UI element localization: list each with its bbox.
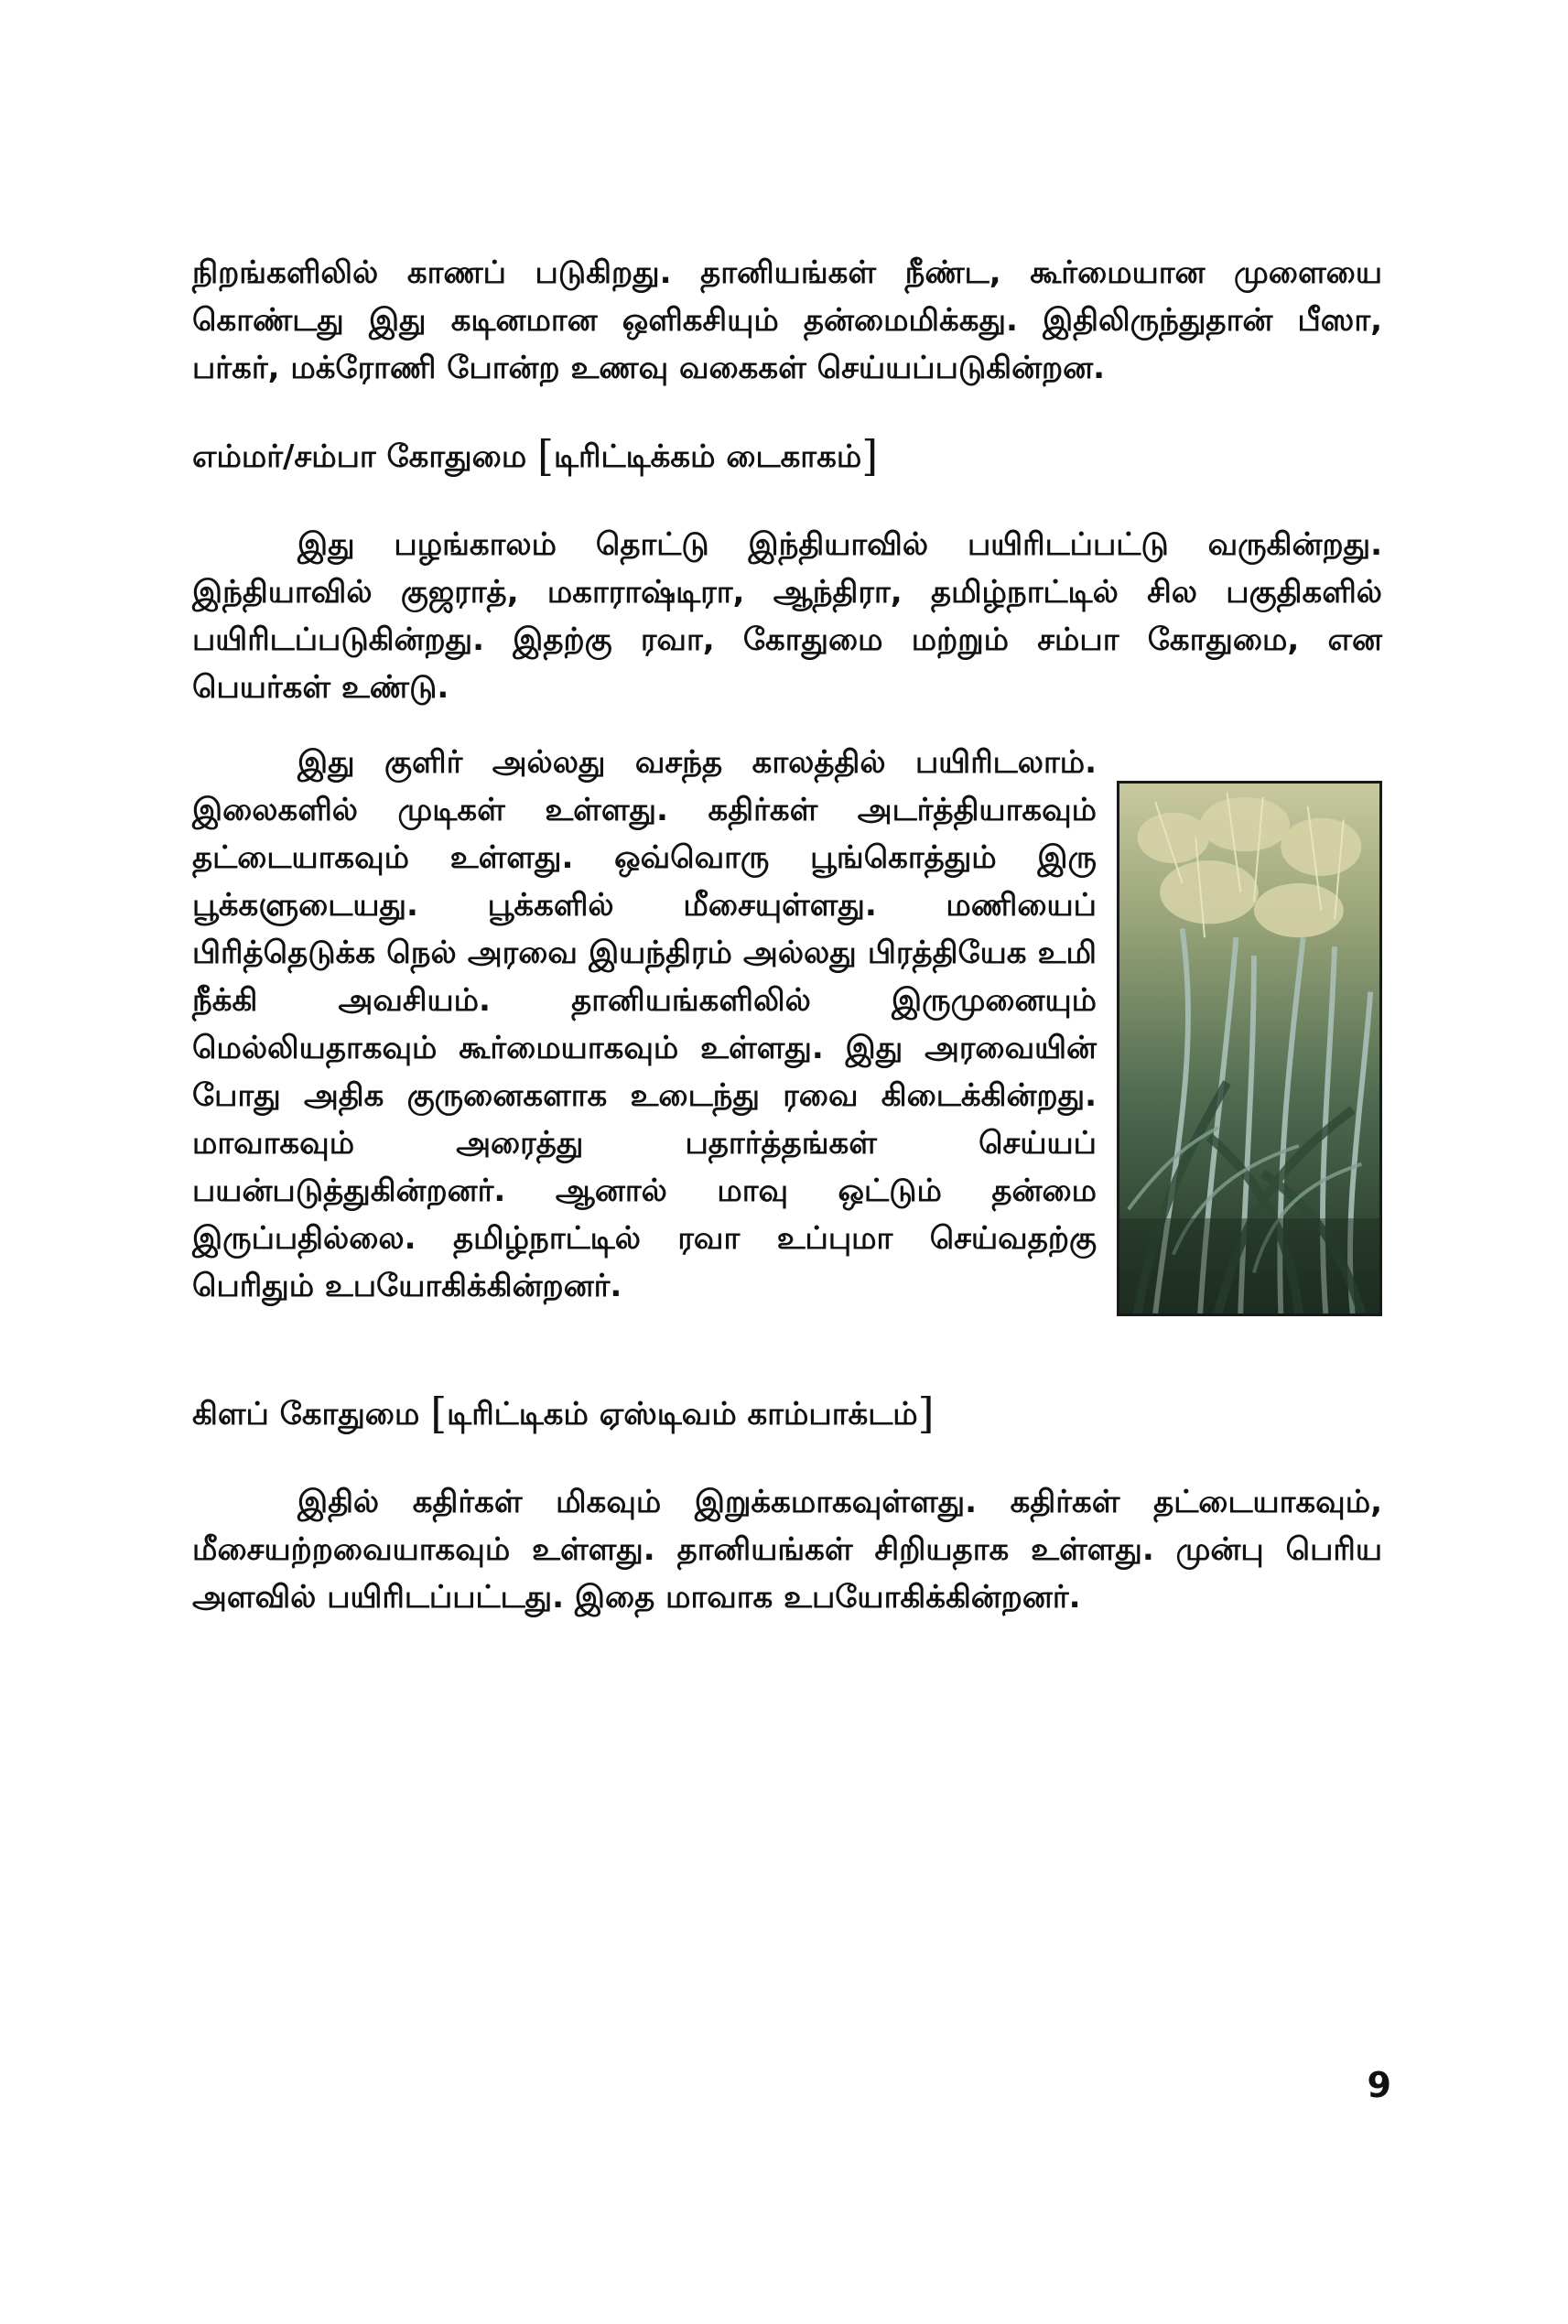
heading-emmer-latin: டிரிட்டிக்கம் டைகாகம் [553, 438, 862, 475]
heading-club-latin: டிரிட்டிகம் ஏஸ்டிவம் காம்பாக்டம் [447, 1396, 918, 1432]
bracket-open: [ [537, 431, 554, 481]
heading-emmer-name: எம்மர்/சம்பா கோதுமை [192, 438, 527, 475]
paragraph-emmer-1: இது பழங்காலம் தொட்டு இந்தியாவில் பயிரிடப்பட்டு வருகின்றது. இந்தியாவில் குஜராத், மகாராஷ்டிரா, ஆந்திரா, தமிழ்நாட்டில் சில பகுதிகளில் பயிரிடப்படுகின்றது. இதற்கு ரவா, கோதுமை மற்றும் சம்பா கோதுமை, என பெயர்கள் உண்டு. [192, 526, 1382, 706]
bracket-close: ] [861, 431, 879, 481]
paragraph-club-1: இதில் கதிர்கள் மிகவும் இறுக்கமாகவுள்ளது. கதிர்கள் தட்டையாகவும், மீசையற்றவையாகவும் உள்ளது. தானியங்கள் சிறியதாக உள்ளது. முன்பு பெரிய அளவில் பயிரிடப்பட்டது. இதை மாவாக உபயோகிக்கின்றனர். [192, 1484, 1382, 1616]
bracket-open: [ [430, 1389, 448, 1438]
page-number: 9 [1367, 2065, 1391, 2105]
page-content [192, 249, 1382, 1621]
heading-emmer-wheat [192, 432, 1382, 481]
wheat-plant-photo [1117, 781, 1382, 1316]
paragraph-emmer-2: இது குளிர் அல்லது வசந்த காலத்தில் பயிரிடலாம். இலைகளில் முடிகள் உள்ளது. கதிர்கள் அடர்த்தியாகவும் தட்டையாகவும் உள்ளது. ஒவ்வொரு பூங்கொத்தும் இரு பூக்களுடையது. பூக்களில் மீசையுள்ளது. மணியைப் பிரித்தெடுக்க நெல் அரவை இயந்திரம் அல்லது பிரத்தியேக உமி நீக்கி அவசியம். தானியங்களிலில் இருமுனையும் மெல்லியதாகவும் கூர்மையாகவும் உள்ளது. இது அரவையின் போது அதிக குருனைகளாக உடைந்து ரவை கிடைக்கின்றது. மாவாகவும் அரைத்து பதார்த்தங்கள் செய்யப் பயன்படுத்துகின்றனர். ஆனால் மாவு ஒட்டும் தன்மை இருப்பதில்லை. தமிழ்நாட்டில் ரவா உப்புமா செய்வதற்கு பெரிதும் உபயோகிக்கின்றனர். [192, 744, 1097, 1304]
bracket-close: ] [917, 1389, 935, 1438]
heading-club-wheat [192, 1389, 1382, 1438]
paragraph-intro: நிறங்களிலில் காணப் படுகிறது. தானியங்கள் நீண்ட, கூர்மையான முளையை கொண்டது இது கடினமான ஒளிகசியும் தன்மைமிக்கது. இதிலிருந்துதான் பீஸா, பர்கர், மக்ரோணி போன்ற உணவு வகைகள் செய்யப்படுகின்றன. [192, 254, 1382, 386]
wheat-plant-illustration [1119, 784, 1379, 1313]
heading-club-name: கிளப் கோதுமை [192, 1396, 420, 1432]
